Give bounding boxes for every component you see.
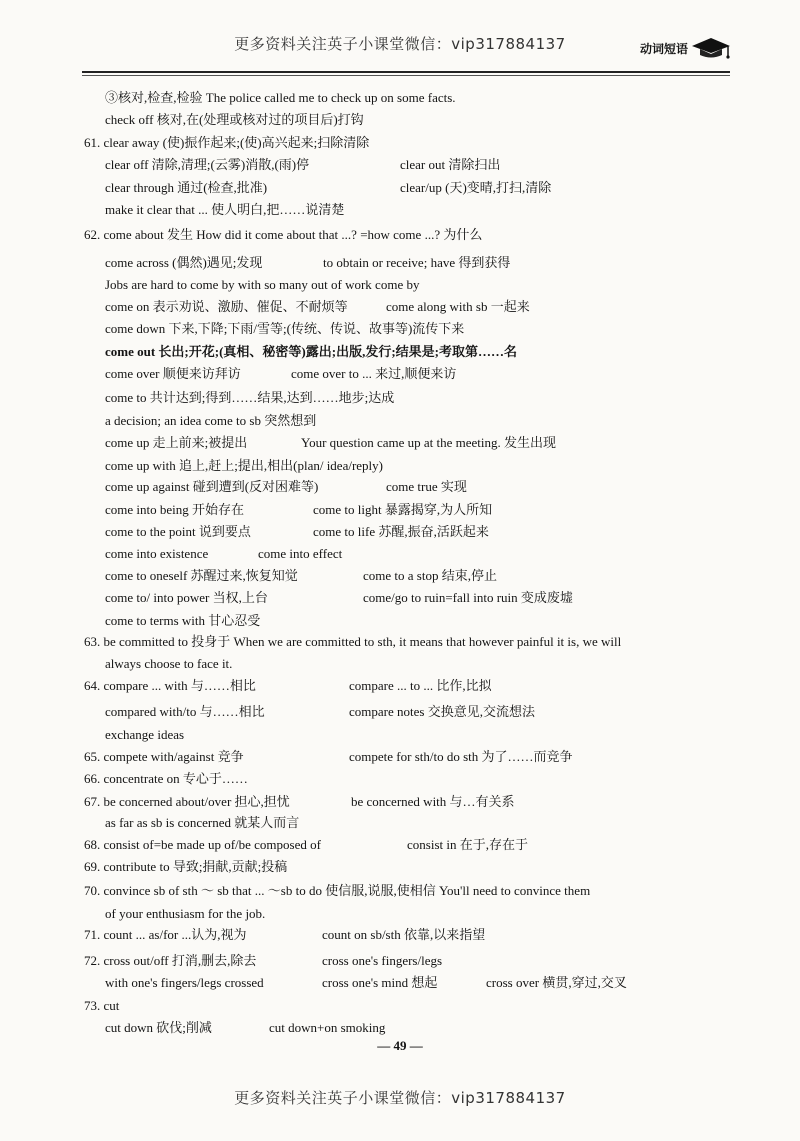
- text-line: come into effect: [258, 546, 343, 561]
- text-line: come into being 开始存在: [105, 502, 245, 517]
- text-line: come to light 暴露揭穿,为人所知: [313, 502, 493, 517]
- text-line: come to 共计达到;得到……结果,达到……地步;达成: [105, 390, 395, 405]
- text-line: check off 核对,在(处理或核对过的项目后)打钩: [105, 112, 364, 127]
- text-line: come up 走上前来;被提出: [105, 435, 248, 450]
- text-line: come along with sb 一起来: [386, 299, 530, 314]
- text-line: cross one's fingers/legs: [322, 953, 443, 968]
- text-line: 63. be committed to 投身于 When we are committed to sth, it means that however painful it is, we will: [84, 634, 622, 649]
- text-line: exchange ideas: [105, 727, 185, 742]
- text-line: cross over 横贯,穿过,交叉: [486, 975, 627, 990]
- text-line: clear out 清除扫出: [400, 157, 501, 172]
- page-number: — 49 —: [377, 1038, 423, 1053]
- text-line: count on sb/sth 依靠,以来指望: [322, 927, 486, 942]
- text-line: compare notes 交换意见,交流想法: [349, 704, 535, 719]
- text-line: 70. convince sb of sth ～ sb that ... ～sb to do 使信服,说服,使相信 You'll need to convince them: [84, 883, 591, 898]
- text-line: be concerned with 与…有关系: [351, 794, 515, 809]
- text-line: compare ... to ... 比作,比拟: [349, 678, 492, 693]
- text-line: Jobs are hard to come by with so many out of work come by: [105, 277, 420, 292]
- text-line: 71. count ... as/for ...认为,视为: [84, 927, 247, 942]
- text-line: come to the point 说到要点: [105, 524, 251, 539]
- text-line: 73. cut: [84, 998, 120, 1013]
- text-line: come/go to ruin=fall into ruin 变成废墟: [363, 590, 573, 605]
- text-line: come true 实现: [386, 479, 467, 494]
- text-line: cut down 砍伐;削减: [105, 1020, 212, 1035]
- text-line: compared with/to 与……相比: [105, 704, 265, 719]
- text-line: clear off 清除,清理;(云雾)消散,(雨)停: [105, 157, 310, 172]
- text-line: come to life 苏醒,振奋,活跃起来: [313, 524, 489, 539]
- text-line: come up with 追上,赶上;提出,相出(plan/ idea/reply): [105, 458, 384, 473]
- text-line: 66. concentrate on 专心于……: [84, 771, 248, 786]
- text-line: come over to ... 来过,顺便来访: [291, 366, 457, 381]
- text-line: 69. contribute to 导致;捐献,贡献;投稿: [84, 859, 288, 874]
- text-line: ③核对,检查,检验 The police called me to check up on some facts.: [105, 90, 456, 105]
- text-line: compete for sth/to do sth 为了……而竞争: [349, 749, 573, 764]
- text-line: consist in 在于,存在于: [407, 837, 528, 852]
- text-line: come to terms with 甘心忍受: [105, 613, 261, 628]
- text-line: as far as sb is concerned 就某人而言: [105, 815, 300, 830]
- text-line: Your question came up at the meeting. 发生出现: [301, 435, 557, 450]
- text-line: 65. compete with/against 竞争: [84, 749, 244, 764]
- text-line: come out 长出;开花;(真相、秘密等)露出;出版,发行;结果是;考取第……名: [105, 344, 517, 359]
- watermark-bottom: 更多资料关注英子小课堂微信：vip317884137: [234, 1089, 566, 1107]
- text-line: a decision; an idea come to sb 突然想到: [105, 413, 317, 428]
- text-line: of your enthusiasm for the job.: [105, 906, 266, 921]
- graduation-cap-icon: [690, 34, 732, 60]
- section-tag: 动词短语: [640, 42, 689, 56]
- text-line: cut down+on smoking: [269, 1020, 386, 1035]
- text-line: to obtain or receive; have 得到获得: [323, 255, 511, 270]
- text-line: come down 下来,下降;下雨/雪等;(传统、传说、故事等)流传下来: [105, 321, 465, 336]
- text-line: come up against 碰到遭到(反对困难等): [105, 479, 319, 494]
- text-line: come to/ into power 当权,上台: [105, 590, 268, 605]
- text-line: clear through 通过(检查,批准): [105, 180, 268, 195]
- text-line: cross one's mind 想起: [322, 975, 438, 990]
- header-rule: [82, 71, 730, 73]
- text-line: 67. be concerned about/over 担心,担忧: [84, 794, 290, 809]
- text-line: clear/up (天)变晴,打扫,清除: [400, 180, 552, 195]
- text-line: come on 表示劝说、激励、催促、不耐烦等: [105, 299, 348, 314]
- text-line: come to oneself 苏醒过来,恢复知觉: [105, 568, 298, 583]
- text-line: 72. cross out/off 打消,删去,除去: [84, 953, 257, 968]
- text-line: 62. come about 发生 How did it come about that ...? =how come ...? 为什么: [84, 227, 483, 242]
- text-line: come across (偶然)遇见;发现: [105, 255, 263, 270]
- text-line: make it clear that ... 使人明白,把……说清楚: [105, 202, 345, 217]
- text-line: 68. consist of=be made up of/be composed of: [84, 837, 321, 852]
- text-line: with one's fingers/legs crossed: [105, 975, 264, 990]
- text-line: come over 顺便来访拜访: [105, 366, 241, 381]
- text-line: come into existence: [105, 546, 209, 561]
- text-line: 61. clear away (使)振作起来;(使)高兴起来;扫除清除: [84, 135, 370, 150]
- watermark-top: 更多资料关注英子小课堂微信：vip317884137: [234, 35, 566, 53]
- text-line: 64. compare ... with 与……相比: [84, 678, 256, 693]
- header-rule-thin: [82, 75, 730, 76]
- text-line: come to a stop 结束,停止: [363, 568, 497, 583]
- text-line: always choose to face it.: [105, 656, 233, 671]
